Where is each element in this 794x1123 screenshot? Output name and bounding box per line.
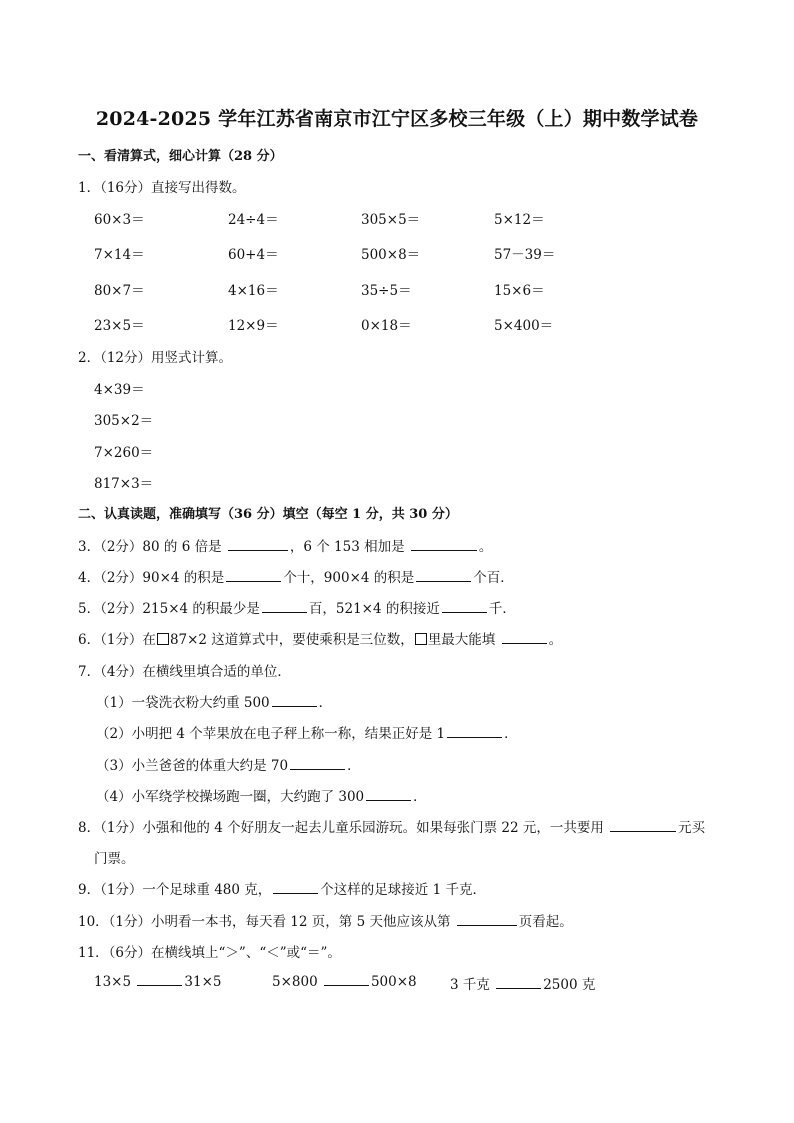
q5-text: 百，521×4 的积接近 bbox=[308, 601, 440, 617]
q7-text: ． bbox=[318, 695, 333, 711]
answer-blank[interactable] bbox=[411, 538, 477, 551]
q3-text: 3．（2分）80 的 6 倍是 bbox=[78, 539, 222, 555]
q2-item: 7×260＝ bbox=[94, 445, 154, 461]
q7-text: （3）小兰爸爸的体重大约是 70 bbox=[96, 758, 289, 774]
q8-continued: 门票。 bbox=[94, 851, 135, 867]
exam-title: 2024-2025 学年江苏省南京市江宁区多校三年级（上）期中数学试卷 bbox=[95, 108, 699, 130]
q1-item: 0×18＝ bbox=[361, 318, 412, 334]
q2-item: 305×2＝ bbox=[94, 413, 154, 429]
q1-item: 60+4＝ bbox=[228, 247, 279, 263]
q7-text: （1）一袋洗衣粉大约重 500 bbox=[96, 695, 270, 711]
q7-text: ． bbox=[504, 726, 518, 742]
q1-stem: 1．（16分）直接写出得数。 bbox=[78, 180, 246, 196]
q9-text: 个这样的足球接近 1 千克． bbox=[320, 882, 486, 898]
q4-text: 4．（2分）90×4 的积是 bbox=[78, 570, 225, 586]
answer-blank[interactable] bbox=[228, 538, 288, 551]
q5 bbox=[78, 597, 516, 617]
q2-item: 4×39＝ bbox=[94, 382, 145, 398]
answer-blank[interactable] bbox=[290, 757, 345, 770]
q1-item: 60×3＝ bbox=[94, 212, 145, 228]
q1-item: 23×5＝ bbox=[94, 318, 145, 334]
q1-item: 5×400＝ bbox=[494, 318, 554, 334]
q7-item bbox=[96, 754, 361, 774]
answer-blank[interactable] bbox=[226, 569, 281, 582]
q6-text: 里最大能填 bbox=[427, 632, 496, 648]
q1-item: 500×8＝ bbox=[361, 247, 421, 263]
q7-text: ． bbox=[347, 758, 361, 774]
answer-blank[interactable] bbox=[366, 788, 411, 801]
q5-text: 千． bbox=[488, 601, 516, 617]
answer-blank[interactable] bbox=[610, 819, 676, 832]
q5-text: 5．（2分）215×4 的积最少是 bbox=[78, 601, 260, 617]
q4 bbox=[78, 566, 514, 586]
q1-item: 15×6＝ bbox=[494, 283, 545, 299]
q11-left: 3 千克 bbox=[450, 977, 490, 993]
q7-text: （2）小明把 4 个苹果放在电子秤上称一称，结果正好是 1 bbox=[96, 726, 446, 742]
answer-blank[interactable] bbox=[416, 569, 471, 582]
q6-text: 。 bbox=[548, 632, 563, 648]
section-1-heading: 一、看清算式，细心计算（28 分） bbox=[78, 149, 283, 164]
q9-text: 9．（1分）一个足球重 480 克， bbox=[78, 882, 272, 898]
q11-item bbox=[94, 973, 221, 990]
answer-blank[interactable] bbox=[447, 725, 502, 738]
q7-item bbox=[96, 691, 332, 711]
q11-item bbox=[450, 973, 595, 993]
q7-stem: 7．（4分）在横线里填合适的单位． bbox=[78, 664, 291, 680]
answer-blank[interactable] bbox=[457, 913, 517, 926]
q3 bbox=[78, 535, 492, 555]
answer-blank[interactable] bbox=[272, 694, 317, 707]
empty-box-icon bbox=[157, 633, 169, 645]
q11-right: 2500 克 bbox=[543, 977, 596, 993]
q7-text: ． bbox=[413, 789, 427, 805]
q3-text: ，6 个 153 相加是 bbox=[289, 539, 405, 555]
q11-right: 500×8 bbox=[370, 974, 417, 990]
answer-blank[interactable] bbox=[502, 631, 547, 644]
answer-blank[interactable] bbox=[324, 973, 369, 986]
answer-blank[interactable] bbox=[262, 600, 307, 613]
q4-text: 个百． bbox=[473, 570, 514, 586]
q7-item bbox=[96, 722, 518, 742]
q10-text: 页看起。 bbox=[518, 914, 573, 930]
q6 bbox=[78, 628, 562, 648]
q9 bbox=[78, 878, 486, 898]
q11-right: 31×5 bbox=[184, 974, 222, 990]
q1-item: 7×14＝ bbox=[94, 247, 145, 263]
q1-item: 24÷4＝ bbox=[228, 212, 279, 228]
q11-item bbox=[272, 973, 417, 990]
answer-blank[interactable] bbox=[442, 600, 487, 613]
q2-stem: 2．（12分）用竖式计算。 bbox=[78, 350, 233, 366]
q1-item: 5×12＝ bbox=[494, 212, 545, 228]
q1-item: 80×7＝ bbox=[94, 283, 145, 299]
q1-item: 305×5＝ bbox=[361, 212, 421, 228]
q11-left: 5×800 bbox=[272, 974, 318, 990]
q7-item bbox=[96, 785, 427, 805]
q1-item: 35÷5＝ bbox=[361, 283, 412, 299]
q10 bbox=[78, 910, 573, 930]
answer-blank[interactable] bbox=[273, 881, 318, 894]
q11-stem: 11．（6分）在横线填上“＞”、“＜”或“＝”。 bbox=[78, 945, 341, 961]
q1-item: 12×9＝ bbox=[228, 318, 279, 334]
section-2-heading: 二、认真读题，准确填写（36 分）填空（每空 1 分，共 30 分） bbox=[78, 507, 458, 522]
empty-box-icon bbox=[415, 633, 427, 645]
q6-text: 87×2 这道算式中，要使乘积是三位数， bbox=[169, 632, 414, 648]
answer-blank[interactable] bbox=[137, 973, 182, 986]
q2-item: 817×3＝ bbox=[94, 476, 154, 492]
answer-blank[interactable] bbox=[496, 976, 541, 989]
q4-text: 个十，900×4 的积是 bbox=[283, 570, 415, 586]
q6-text: 6．（1分）在 bbox=[78, 632, 156, 648]
q8-text: 元买 bbox=[678, 820, 706, 836]
q8 bbox=[78, 816, 705, 836]
q1-item: 4×16＝ bbox=[228, 283, 279, 299]
q3-text: 。 bbox=[478, 539, 493, 555]
q1-item: 57－39＝ bbox=[494, 247, 556, 263]
q10-text: 10．（1分）小明看一本书，每天看 12 页，第 5 天他应该从第 bbox=[78, 914, 451, 930]
q11-left: 13×5 bbox=[94, 974, 132, 990]
q7-text: （4）小军绕学校操场跑一圈，大约跑了 300 bbox=[96, 789, 365, 805]
q8-text: 8．（1分）小强和他的 4 个好朋友一起去儿童乐园游玩。如果每张门票 22 元，一共要用 bbox=[78, 820, 604, 836]
